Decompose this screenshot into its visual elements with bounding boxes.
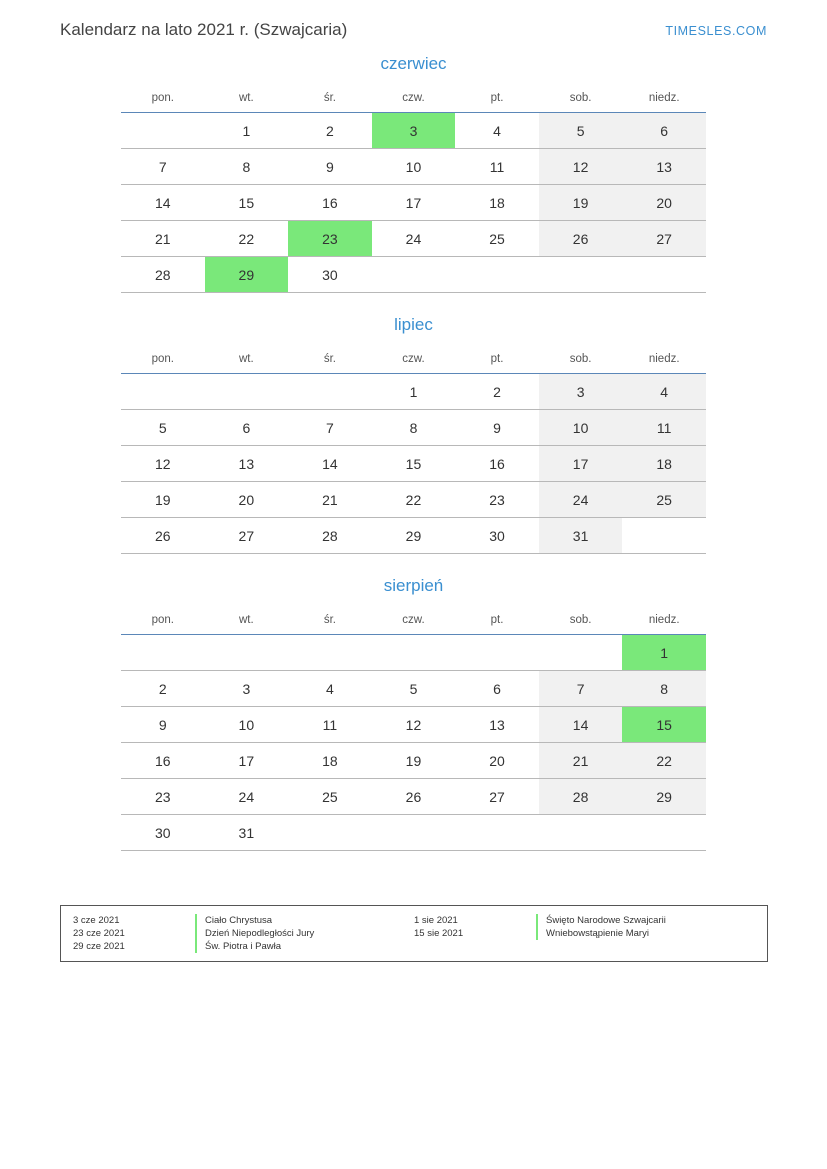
months-container <box>0 54 827 851</box>
weekday-header: czw. <box>372 349 456 374</box>
day-cell[interactable]: 1 <box>205 113 289 149</box>
day-cell[interactable]: 7 <box>539 671 623 707</box>
day-cell-empty <box>622 815 706 851</box>
day-cell[interactable]: 8 <box>622 671 706 707</box>
weekday-header: wt. <box>205 349 289 374</box>
day-cell[interactable]: 6 <box>622 113 706 149</box>
day-cell[interactable]: 29 <box>205 257 289 293</box>
week-row <box>121 743 706 779</box>
legend-date: 3 cze 2021 <box>73 915 120 926</box>
day-cell[interactable]: 28 <box>288 518 372 554</box>
day-cell[interactable]: 25 <box>288 779 372 815</box>
day-cell-empty <box>372 257 456 293</box>
month-block <box>121 315 706 554</box>
day-cell[interactable]: 1 <box>372 374 456 410</box>
legend-left-dates <box>73 914 193 953</box>
day-cell[interactable]: 24 <box>205 779 289 815</box>
day-cell[interactable]: 2 <box>288 113 372 149</box>
weekday-header: pt. <box>455 349 539 374</box>
day-cell[interactable]: 24 <box>539 482 623 518</box>
day-cell[interactable]: 5 <box>372 671 456 707</box>
day-cell[interactable]: 26 <box>372 779 456 815</box>
day-cell-empty <box>539 815 623 851</box>
day-cell[interactable]: 14 <box>121 185 205 221</box>
day-cell-empty <box>372 635 456 671</box>
day-cell[interactable]: 25 <box>455 221 539 257</box>
weekday-header: czw. <box>372 610 456 635</box>
legend-left-names <box>193 914 414 953</box>
day-cell[interactable]: 3 <box>539 374 623 410</box>
week-row <box>121 518 706 554</box>
day-cell-empty <box>121 113 205 149</box>
day-cell[interactable]: 30 <box>121 815 205 851</box>
day-cell[interactable]: 27 <box>455 779 539 815</box>
day-cell[interactable]: 26 <box>121 518 205 554</box>
day-cell[interactable]: 22 <box>372 482 456 518</box>
day-cell[interactable]: 21 <box>288 482 372 518</box>
day-cell[interactable]: 19 <box>539 185 623 221</box>
day-cell[interactable]: 29 <box>622 779 706 815</box>
day-cell[interactable]: 18 <box>622 446 706 482</box>
day-cell-empty <box>121 635 205 671</box>
weekday-header: niedz. <box>622 349 706 374</box>
day-cell[interactable]: 11 <box>622 410 706 446</box>
day-cell[interactable]: 17 <box>539 446 623 482</box>
week-row <box>121 446 706 482</box>
legend-holiday-name: Święto Narodowe Szwajcarii <box>536 914 755 927</box>
month-table <box>121 349 706 554</box>
day-cell[interactable]: 20 <box>205 482 289 518</box>
weekday-header: śr. <box>288 349 372 374</box>
day-cell[interactable]: 1 <box>622 635 706 671</box>
weekday-header: pon. <box>121 349 205 374</box>
day-cell[interactable]: 5 <box>539 113 623 149</box>
day-cell-empty <box>121 374 205 410</box>
day-cell-empty <box>205 374 289 410</box>
day-cell[interactable]: 19 <box>121 482 205 518</box>
day-cell[interactable]: 23 <box>121 779 205 815</box>
day-cell[interactable]: 4 <box>288 671 372 707</box>
day-cell[interactable]: 5 <box>121 410 205 446</box>
day-cell-empty <box>622 257 706 293</box>
weekday-header: sob. <box>539 610 623 635</box>
legend-holiday-name: Św. Piotra i Pawła <box>195 940 414 953</box>
day-cell-empty <box>455 815 539 851</box>
day-cell[interactable]: 12 <box>539 149 623 185</box>
week-row <box>121 671 706 707</box>
day-cell[interactable]: 25 <box>622 482 706 518</box>
day-cell[interactable]: 10 <box>539 410 623 446</box>
day-cell[interactable]: 28 <box>539 779 623 815</box>
day-cell-empty <box>205 635 289 671</box>
day-cell-empty <box>455 257 539 293</box>
weekday-header: śr. <box>288 610 372 635</box>
legend-holiday-name: Ciało Chrystusa <box>195 914 414 927</box>
day-cell[interactable]: 20 <box>455 743 539 779</box>
legend-right-names <box>534 914 755 953</box>
day-cell-empty <box>288 635 372 671</box>
day-cell[interactable]: 12 <box>121 446 205 482</box>
week-row <box>121 374 706 410</box>
day-cell[interactable]: 6 <box>205 410 289 446</box>
day-cell[interactable]: 18 <box>288 743 372 779</box>
week-row <box>121 779 706 815</box>
day-cell[interactable]: 13 <box>622 149 706 185</box>
day-cell[interactable]: 6 <box>455 671 539 707</box>
weekday-header: sob. <box>539 88 623 113</box>
day-cell[interactable]: 22 <box>205 221 289 257</box>
legend-right-dates <box>414 914 534 953</box>
week-row <box>121 257 706 293</box>
month-table <box>121 610 706 851</box>
day-cell-empty <box>539 635 623 671</box>
day-cell[interactable]: 29 <box>372 518 456 554</box>
day-cell[interactable]: 31 <box>205 815 289 851</box>
weekday-header-row <box>121 88 706 113</box>
day-cell[interactable]: 30 <box>455 518 539 554</box>
weekday-header: wt. <box>205 88 289 113</box>
day-cell[interactable]: 17 <box>372 185 456 221</box>
week-row <box>121 635 706 671</box>
legend-date: 29 cze 2021 <box>73 941 125 952</box>
day-cell[interactable]: 8 <box>372 410 456 446</box>
legend-date: 23 cze 2021 <box>73 928 125 939</box>
day-cell[interactable]: 15 <box>205 185 289 221</box>
month-title: czerwiec <box>380 54 447 73</box>
day-cell[interactable]: 27 <box>622 221 706 257</box>
day-cell[interactable]: 7 <box>288 410 372 446</box>
day-cell-empty <box>372 815 456 851</box>
week-row <box>121 482 706 518</box>
day-cell[interactable]: 16 <box>288 185 372 221</box>
day-cell-empty <box>622 518 706 554</box>
weekday-header: pt. <box>455 610 539 635</box>
day-cell[interactable]: 14 <box>288 446 372 482</box>
weekday-header: śr. <box>288 88 372 113</box>
day-cell[interactable]: 15 <box>372 446 456 482</box>
week-row <box>121 149 706 185</box>
day-cell[interactable]: 2 <box>455 374 539 410</box>
day-cell[interactable]: 9 <box>455 410 539 446</box>
day-cell[interactable]: 9 <box>121 707 205 743</box>
day-cell[interactable]: 18 <box>455 185 539 221</box>
day-cell[interactable]: 9 <box>288 149 372 185</box>
day-cell-empty <box>288 374 372 410</box>
week-row <box>121 707 706 743</box>
weekday-header: pt. <box>455 88 539 113</box>
weekday-header-row <box>121 349 706 374</box>
month-title: sierpień <box>383 576 444 595</box>
week-row <box>121 185 706 221</box>
week-row <box>121 113 706 149</box>
day-cell[interactable]: 16 <box>121 743 205 779</box>
page-title: Kalendarz na lato 2021 r. (Szwajcaria) <box>60 20 348 39</box>
day-cell[interactable]: 10 <box>372 149 456 185</box>
page-header <box>0 0 827 40</box>
day-cell[interactable]: 21 <box>539 743 623 779</box>
day-cell[interactable]: 28 <box>121 257 205 293</box>
day-cell[interactable]: 23 <box>288 221 372 257</box>
weekday-header-row <box>121 610 706 635</box>
day-cell[interactable]: 23 <box>455 482 539 518</box>
day-cell-empty <box>539 257 623 293</box>
brand-label: TIMESLES.COM <box>665 24 767 38</box>
weekday-header: czw. <box>372 88 456 113</box>
weekday-header: niedz. <box>622 88 706 113</box>
month-block <box>121 576 706 851</box>
weekday-header: pon. <box>121 88 205 113</box>
day-cell-empty <box>288 815 372 851</box>
week-row <box>121 815 706 851</box>
day-cell[interactable]: 8 <box>205 149 289 185</box>
day-cell[interactable]: 12 <box>372 707 456 743</box>
legend-holiday-name: Dzień Niepodległości Jury <box>195 927 414 940</box>
weekday-header: sob. <box>539 349 623 374</box>
day-cell[interactable]: 16 <box>455 446 539 482</box>
month-table <box>121 88 706 293</box>
legend-date: 15 sie 2021 <box>414 928 464 939</box>
month-block <box>121 54 706 293</box>
week-row <box>121 221 706 257</box>
day-cell[interactable]: 31 <box>539 518 623 554</box>
day-cell[interactable]: 13 <box>455 707 539 743</box>
day-cell[interactable]: 20 <box>622 185 706 221</box>
weekday-header: wt. <box>205 610 289 635</box>
day-cell[interactable]: 2 <box>121 671 205 707</box>
weekday-header: pon. <box>121 610 205 635</box>
day-cell[interactable]: 17 <box>205 743 289 779</box>
day-cell[interactable]: 14 <box>539 707 623 743</box>
legend-box <box>60 905 768 962</box>
day-cell[interactable]: 7 <box>121 149 205 185</box>
day-cell[interactable]: 10 <box>205 707 289 743</box>
month-title: lipiec <box>394 315 433 334</box>
day-cell[interactable]: 3 <box>372 113 456 149</box>
day-cell[interactable]: 3 <box>205 671 289 707</box>
day-cell-empty <box>455 635 539 671</box>
day-cell[interactable]: 13 <box>205 446 289 482</box>
legend-holiday-name: Wniebowstąpienie Maryi <box>536 927 755 940</box>
day-cell[interactable]: 15 <box>622 707 706 743</box>
legend-column-left <box>73 914 414 953</box>
day-cell[interactable]: 4 <box>622 374 706 410</box>
legend-date: 1 sie 2021 <box>414 915 458 926</box>
day-cell[interactable]: 11 <box>455 149 539 185</box>
weekday-header: niedz. <box>622 610 706 635</box>
day-cell[interactable]: 21 <box>121 221 205 257</box>
legend-column-right <box>414 914 755 953</box>
day-cell[interactable]: 30 <box>288 257 372 293</box>
day-cell[interactable]: 4 <box>455 113 539 149</box>
day-cell[interactable]: 26 <box>539 221 623 257</box>
day-cell[interactable]: 27 <box>205 518 289 554</box>
week-row <box>121 410 706 446</box>
day-cell[interactable]: 11 <box>288 707 372 743</box>
day-cell[interactable]: 22 <box>622 743 706 779</box>
day-cell[interactable]: 24 <box>372 221 456 257</box>
day-cell[interactable]: 19 <box>372 743 456 779</box>
